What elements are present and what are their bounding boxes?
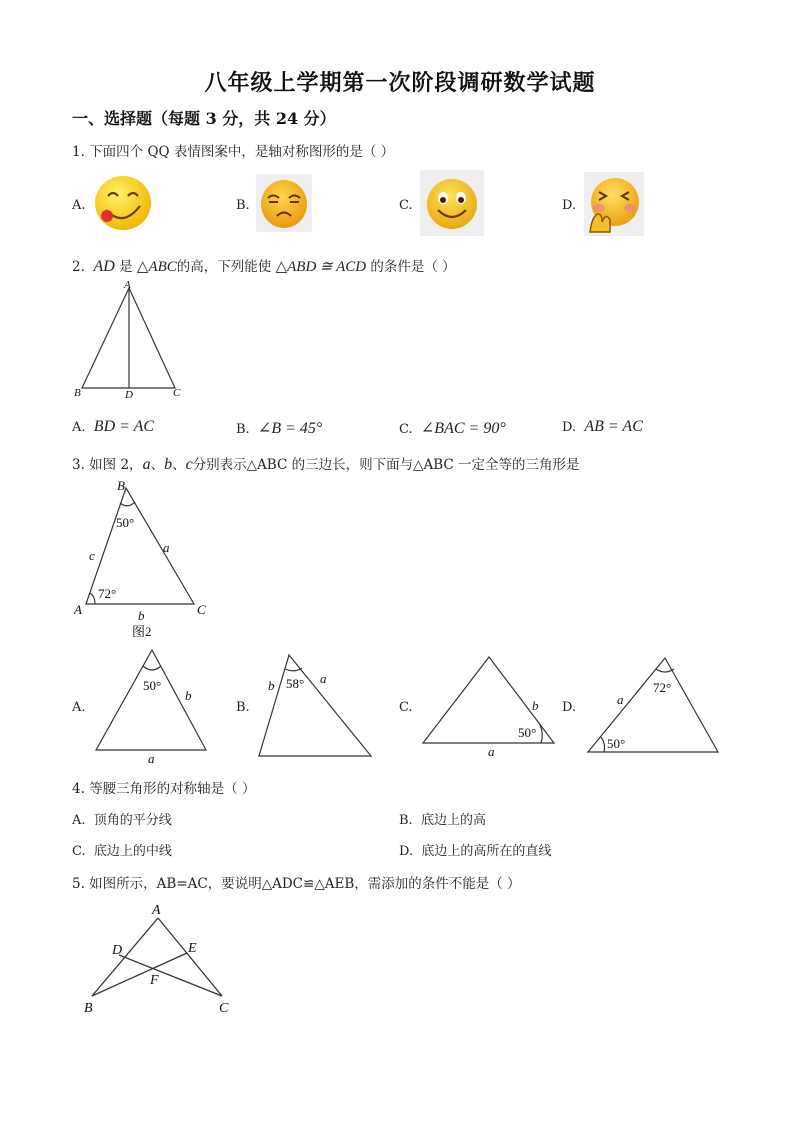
- svg-text:50°: 50°: [116, 515, 135, 530]
- page-title: 八年级上学期第一次阶段调研数学试题: [204, 70, 596, 96]
- svg-text:a: a: [163, 540, 170, 555]
- question-1-stem: 1. 下面四个 QQ 表情图案中，是轴对称图形的是（ ）: [72, 144, 395, 160]
- q3-option-b-triangle: [252, 650, 382, 760]
- svg-text:a: a: [617, 692, 624, 707]
- emoji-shy-blushing-face-icon: [584, 172, 644, 236]
- svg-text:A: A: [152, 903, 161, 918]
- svg-text:a: a: [320, 671, 327, 686]
- svg-text:B: B: [74, 387, 81, 399]
- question-2-stem: 2. AD 是 △ABC的高，下列能使 △ABD ≅ ACD 的条件是（ ）: [72, 258, 456, 275]
- q3-option-d-label: D.: [562, 700, 577, 715]
- q1-option-c-label: C.: [399, 198, 413, 213]
- emoji-unamused-face-icon: [256, 174, 312, 232]
- q4-option-d: D. 底边上的高所在的直线: [399, 844, 552, 859]
- svg-text:A: A: [124, 279, 131, 291]
- q2-option-a: A. BD = AC: [72, 418, 155, 435]
- q4-option-c: C. 底边上的中线: [72, 844, 172, 859]
- emoji-smiling-face-icon: [420, 170, 484, 236]
- emoji-tongue-out-smile-icon: [92, 174, 154, 236]
- question-4-stem: 4. 等腰三角形的对称轴是（ ）: [72, 781, 256, 797]
- svg-text:图2: 图2: [132, 624, 152, 639]
- svg-text:b: b: [532, 698, 539, 713]
- svg-text:a: a: [488, 744, 495, 759]
- svg-text:50°: 50°: [143, 678, 162, 693]
- svg-text:C: C: [173, 387, 181, 399]
- q1-option-d-label: D.: [562, 198, 577, 213]
- q3-option-a-triangle: [90, 645, 220, 765]
- svg-text:B: B: [84, 1001, 93, 1016]
- q3-figure-2: [60, 472, 230, 642]
- svg-text:C: C: [197, 602, 206, 617]
- q3-option-c-label: C.: [399, 700, 413, 715]
- question-3-stem: 3. 如图 2，a、b、c分别表示△ABC 的三边长，则下面与△ABC 一定全等的三角形是: [72, 456, 580, 473]
- q1-option-b-label: B.: [236, 198, 250, 213]
- q3-option-c-triangle: [418, 652, 558, 762]
- svg-text:50°: 50°: [518, 725, 537, 740]
- svg-text:58°: 58°: [286, 676, 305, 691]
- q4-option-b: B. 底边上的高: [399, 813, 486, 828]
- q3-option-b-label: B.: [236, 700, 250, 715]
- q5-figure: [72, 898, 252, 1022]
- section-heading: 一、选择题（每题 3 分，共 24 分）: [72, 109, 336, 128]
- q1-option-a-label: A.: [72, 198, 86, 213]
- question-5-stem: 5. 如图所示，AB=AC，要说明△ADC≌△AEB，需添加的条件不能是（ ）: [72, 876, 521, 892]
- svg-text:b: b: [185, 688, 192, 703]
- q2-number: 2.: [72, 259, 85, 275]
- svg-text:A: A: [74, 602, 82, 617]
- svg-text:a: a: [148, 751, 155, 765]
- svg-text:D: D: [125, 389, 133, 401]
- svg-text:F: F: [150, 973, 159, 988]
- svg-text:c: c: [89, 548, 95, 563]
- q2-triangle-figure: [70, 278, 190, 402]
- q2-option-c: C. ∠BAC = 90°: [399, 420, 506, 437]
- svg-text:b: b: [268, 678, 275, 693]
- q2-option-b: B. ∠B = 45°: [236, 420, 323, 437]
- svg-text:b: b: [138, 608, 145, 623]
- q3-option-d-triangle: [582, 652, 727, 760]
- svg-text:D: D: [112, 943, 123, 958]
- svg-text:C: C: [219, 1001, 229, 1016]
- svg-text:B: B: [117, 478, 125, 493]
- svg-text:72°: 72°: [98, 586, 117, 601]
- q4-option-a: A. 顶角的平分线: [72, 813, 172, 828]
- svg-text:50°: 50°: [607, 736, 626, 751]
- q2-option-d: D. AB = AC: [562, 418, 643, 435]
- svg-text:E: E: [188, 941, 197, 956]
- q3-option-a-label: A.: [72, 700, 86, 715]
- svg-text:72°: 72°: [653, 680, 672, 695]
